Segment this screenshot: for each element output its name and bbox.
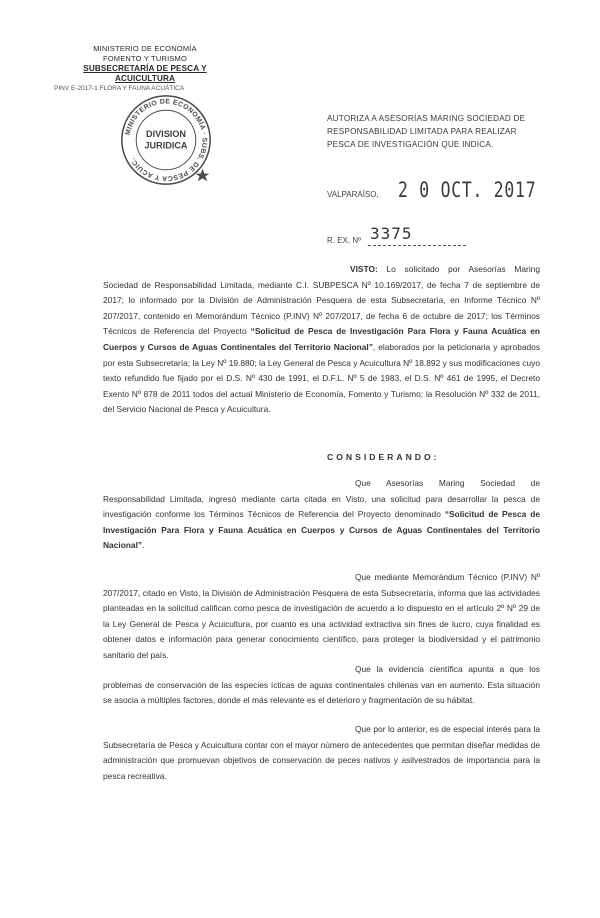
considerando-paragraph-3: Que la evidencia científica apunta a que los problemas de conservación de las especies ícticas de aguas continentales chilenas van en aumento. Esta situación se asocia a múltiples factores, donde el más relevante es el deterioro y fragmentación de su hábitat. [103, 664, 540, 706]
ministry-line: MINISTERIO DE ECONOMÍA [93, 44, 197, 53]
considerando-paragraph-1: Que Asesorías Maring Sociedad de Responsabilidad Limitada, ingresó mediante carta citada en Visto, una solicitud para desarrollar la pesca de investigación conforme los Términos Técnicos de Referencia del Proyecto denominado “Solicitud de Pesca de Investigación Para Flora y Fauna Acuática en Cuerpos y Cursos de Aguas Continentales del Territorio Nacional”. [103, 478, 540, 551]
considerando-heading: CONSIDERANDO: [327, 452, 440, 462]
considerando-paragraph-2: Que mediante Memorándum Técnico (P.INV) Nº 207/2017, citado en Visto, la División de Administración Pesquera de esta Subsecretaría, informa que las actividades planteadas en la solicitud califican como pesca de investigación de acuerdo a lo dispuesto en el artículo 2º Nº 29 de la Ley General de Pesca y Acuicultura, por cuanto es una actividad extractiva sin fines de lucro, cuya finalidad es obtener datos e información para generar conocimiento científico, para proteger la biodiversidad y el patrimonio sanitario del país. [103, 572, 540, 660]
stamp-ring-text: MINISTERIO DE ECONOMÍA · SUBS. DE PESCA Y ACUIC. [124, 98, 208, 182]
resolution-number-line [368, 245, 466, 246]
stamp-center-line-1: DIVISION [146, 129, 186, 140]
visto-paragraph: VISTO: Lo solicitado por Asesorías Maring Sociedad de Responsabilidad Limitada, mediante C.I. SUBPESCA Nº 10.169/2017, de fecha 7 de septiembre de 2017; lo informado por la División de Administración Pesquera de esta Subsecretaría, en Informe Técnico Nº 207/2017, contenido en Memorándum Técnico (P.INV) Nº 207/2017, de fecha 6 de octubre de 2017; los Términos Técnicos de Referencia del Proyecto “Solicitud de Pesca de Investigación Para Flora y Fauna Acuática en Cuerpos y Cursos de Aguas Continentales del Territorio Nacional”, elaborados por la peticionaria y aprobados por esta Subsecretaría; la Ley Nº 19.880; la Ley General de Pesca y Acuicultura Nº 18.892 y sus modificaciones cuyo texto refundido fue fijado por el D.S. Nº 430 de 1991, el D.F.L. Nº 5 de 1983, el D.S. Nº 461 de 1995, el Decreto Exento Nº 878 de 2011 todos del actual Ministerio de Economía, Fomento y Turismo; la Resolución Nº 332 de 2011, del Servicio Nacional de Pesca y Acuicultura. [103, 264, 541, 415]
letterhead [54, 44, 230, 94]
considerando-paragraph-4: Que por lo anterior, es de especial interés para la Subsecretaría de Pesca y Acuicultura contar con el mayor número de antecedentes que permitan diseñar medidas de administración que promuevan objetivos de conservación de peces nativos y asilvestrados de importancia para la pesca recreativa. [103, 724, 540, 781]
ministry-line-2: FOMENTO Y TURISMO [102, 54, 188, 63]
resolution-number: 3375 [370, 224, 413, 243]
stamp-center-line-2: JURIDICA [144, 140, 188, 151]
resolution-subject: AUTORIZA A ASESORÍAS MARING SOCIEDAD DE RESPONSABILIDAD LIMITADA PARA REALIZAR PESCA DE INVESTIGACIÓN QUE INDICA. [327, 114, 526, 149]
division-juridica-stamp [118, 92, 214, 188]
visto-label: VISTO: [350, 264, 378, 274]
project-title-2: “Solicitud de Pesca de Investigación Para Flora y Fauna Acuática en Cuerpos y Cursos de Aguas Continentales del Territorio Nacional” [103, 509, 540, 551]
place-label: VALPARAÍSO, [327, 190, 379, 199]
subsecretaria-line: SUBSECRETARÍA DE PESCA Y ACUICULTURA [83, 64, 207, 83]
project-title: “Solicitud de Pesca de Investigación Para Flora y Fauna Acuática en Cuerpos y Cursos de Aguas Continentales del Territorio Nacional” [103, 326, 540, 352]
stamped-date: 2 0 OCT. 2017 [398, 178, 537, 202]
reference-code: PINV E-2017-1 FLORA Y FAUNA ACUÁTICA [54, 85, 185, 92]
resolution-label: R. EX. Nº [327, 236, 362, 245]
